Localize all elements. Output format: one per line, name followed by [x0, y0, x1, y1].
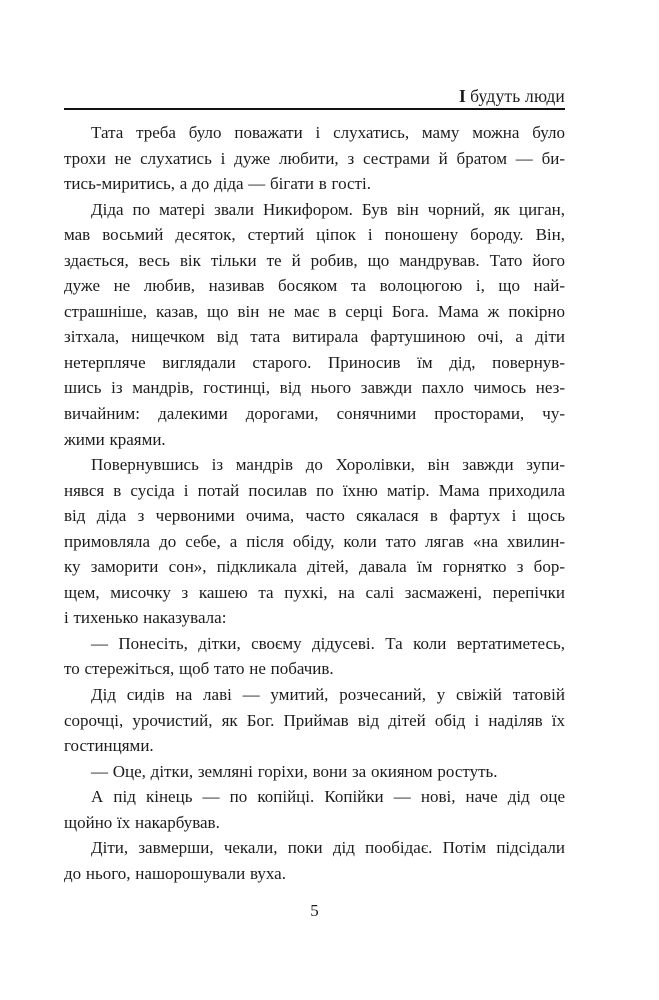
text-line: зітхала, нищечком від тата витирала фартушиною очі, а діти — [64, 327, 565, 347]
paragraph — [64, 452, 565, 631]
text-line: жими краями. — [64, 429, 166, 449]
paragraph — [64, 784, 565, 835]
text-line: то стережіться, щоб тато не побачив. — [64, 659, 334, 679]
paragraph — [64, 631, 565, 682]
page-body — [64, 120, 565, 886]
paragraph — [64, 835, 565, 886]
book-title-text: будуть люди — [470, 86, 565, 106]
text-line: до нього, нашорошували вуха. — [64, 863, 286, 883]
text-line: ку заморити сон», підкликала дітей, давала їм горнятко з бор- — [64, 557, 565, 577]
text-line: щем, мисочку з кашею та пухкі, на салі засмажені, перепічки — [64, 582, 565, 602]
paragraph — [64, 682, 565, 759]
paragraph — [64, 120, 565, 197]
text-line: — Оце, дітки, земляні горіхи, вони за окияном ростуть. — [91, 761, 498, 781]
text-line: від діда з червоними очима, часто сякалася в фартух і щось — [64, 506, 565, 526]
paragraph — [64, 759, 565, 785]
text-line: гостинцями. — [64, 736, 154, 756]
text-line: трохи не слухатись і дуже любити, з сестрами й братом — би- — [64, 148, 565, 168]
text-line: нявся в сусіда і потай посилав по їхню матір. Мама приходила — [64, 480, 565, 500]
paragraph — [64, 197, 565, 452]
text-line: — Понесіть, дітки, своєму дідусеві. Та коли вертатиметесь, — [91, 633, 565, 653]
text-line: дуже не любив, називав босяком та волоцюгою і, що най- — [64, 276, 565, 296]
text-line: сорочці, урочистий, як Бог. Приймав від дітей обід і наділяв їх — [64, 710, 565, 730]
book-title-initial: І — [459, 86, 467, 106]
page-number: 5 — [310, 901, 319, 920]
text-line: Діти, завмерши, чекали, поки дід пообідає. Потім підсідали — [91, 838, 565, 858]
text-line: здається, весь вік тільки те й робив, що мандрував. Тато його — [64, 250, 565, 270]
text-line: шись із мандрів, гостинці, від нього завжди пахло чимось нез- — [64, 378, 565, 398]
text-line: Дід сидів на лаві — умитий, розчесаний, у свіжій татовій — [91, 685, 565, 705]
text-line: нетерпляче виглядали старого. Приносив їм дід, повернув- — [64, 352, 565, 372]
text-block — [64, 120, 565, 886]
text-line: Діда по матері звали Никифором. Був він чорний, як циган, — [91, 199, 565, 219]
text-line: Тата треба було поважати і слухатись, маму можна було — [91, 123, 565, 142]
text-line: і тихенько наказувала: — [64, 608, 227, 628]
text-line: вичайним: далекими дорогами, сонячними просторами, чу- — [64, 404, 565, 424]
running-header — [64, 84, 565, 110]
text-line: щойно їх накарбував. — [64, 812, 220, 832]
text-line: А під кінець — по копійці. Копійки — нові, наче дід оце — [91, 787, 565, 807]
text-line: Повернувшись із мандрів до Хоролівки, він завжди зупи- — [91, 455, 565, 475]
text-line: примовляла до себе, а після обіду, коли тато лягав «на хвилин- — [64, 531, 565, 551]
text-line: тись-миритись, а до діда — бігати в гості. — [64, 174, 371, 194]
text-line: страшніше, казав, що він не має в серці Бога. Мама ж покірно — [64, 301, 565, 321]
text-line: мав восьмий десяток, стертий ціпок і поношену бороду. Він, — [64, 225, 565, 245]
